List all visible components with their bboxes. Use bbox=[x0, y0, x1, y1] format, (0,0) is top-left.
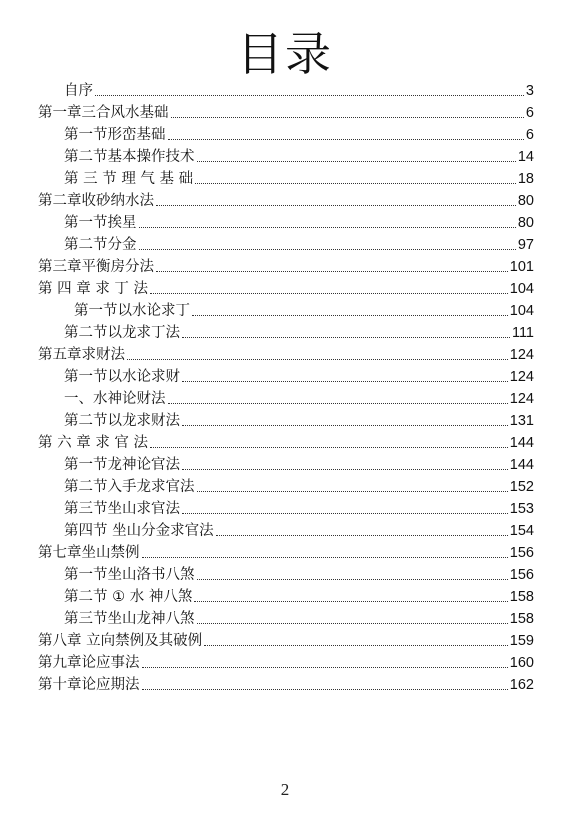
toc-entry-label: 第一节以水论求丁 bbox=[74, 303, 190, 319]
toc-leader-dots bbox=[171, 117, 524, 118]
page-number: 2 bbox=[280, 780, 290, 799]
toc-leader-dots bbox=[197, 579, 508, 580]
toc-entry-label: 第二节 ① 水 神八煞 bbox=[64, 589, 193, 605]
toc-leader-dots bbox=[156, 271, 508, 272]
toc-entry[interactable] bbox=[64, 408, 534, 430]
toc-leader-dots bbox=[150, 447, 508, 448]
toc-leader-dots bbox=[182, 337, 510, 338]
toc-entry-page: 104 bbox=[509, 281, 534, 297]
toc-entry[interactable] bbox=[38, 650, 534, 672]
toc-entry-page: 153 bbox=[509, 501, 534, 517]
toc-entry-label: 一、水神论财法 bbox=[64, 391, 166, 407]
toc-leader-dots bbox=[195, 183, 516, 184]
toc-entry[interactable] bbox=[64, 496, 534, 518]
toc-entry[interactable] bbox=[38, 628, 534, 650]
toc-leader-dots bbox=[139, 249, 516, 250]
toc-entry-page: 80 bbox=[517, 215, 534, 231]
toc-leader-dots bbox=[139, 227, 516, 228]
toc-leader-dots bbox=[216, 535, 508, 536]
toc-entry[interactable] bbox=[64, 562, 534, 584]
toc-entry-label: 第二节以龙求丁法 bbox=[64, 325, 180, 341]
toc-entry-label: 第三节坐山求官法 bbox=[64, 501, 180, 517]
toc-entry-page: 3 bbox=[525, 83, 534, 99]
toc-entry[interactable] bbox=[64, 78, 534, 100]
toc-entry-label: 第二节分金 bbox=[64, 237, 137, 253]
toc-entry-label: 第八章 立向禁例及其破例 bbox=[38, 633, 203, 649]
toc-entry-page: 111 bbox=[511, 325, 534, 341]
toc-leader-dots bbox=[204, 645, 508, 646]
toc-entry[interactable] bbox=[38, 254, 534, 276]
toc-entry[interactable] bbox=[38, 276, 534, 298]
toc-entry[interactable] bbox=[38, 342, 534, 364]
toc-leader-dots bbox=[156, 205, 516, 206]
toc-entry-page: 124 bbox=[509, 369, 534, 385]
toc-leader-dots bbox=[127, 359, 508, 360]
toc-entry[interactable] bbox=[38, 188, 534, 210]
toc-entry-page: 162 bbox=[509, 677, 534, 693]
toc-entry-label: 第七章坐山禁例 bbox=[38, 545, 140, 561]
toc-entry-page: 159 bbox=[509, 633, 534, 649]
toc-entry[interactable] bbox=[64, 144, 534, 166]
toc-entry-label: 第一节形峦基础 bbox=[64, 127, 166, 143]
page-title: 目录 bbox=[237, 27, 333, 81]
toc-entry-page: 80 bbox=[517, 193, 534, 209]
toc-entry-page: 101 bbox=[509, 259, 534, 275]
toc-entry-page: 18 bbox=[517, 171, 534, 187]
toc-entry-page: 160 bbox=[509, 655, 534, 671]
toc-entry[interactable] bbox=[64, 122, 534, 144]
toc-entry-page: 156 bbox=[509, 545, 534, 561]
toc-entry-label: 第九章论应事法 bbox=[38, 655, 140, 671]
toc-entry[interactable] bbox=[64, 452, 534, 474]
toc-entry-page: 124 bbox=[509, 391, 534, 407]
toc-leader-dots bbox=[168, 403, 508, 404]
toc-entry[interactable] bbox=[64, 584, 534, 606]
toc-leader-dots bbox=[182, 381, 508, 382]
toc-entry[interactable] bbox=[64, 364, 534, 386]
toc-entry-label: 第 六 章 求 官 法 bbox=[38, 435, 149, 451]
toc-entry[interactable] bbox=[64, 166, 534, 188]
toc-entry[interactable] bbox=[38, 672, 534, 694]
toc-entry-label: 第五章求财法 bbox=[38, 347, 125, 363]
toc-leader-dots bbox=[197, 623, 508, 624]
toc-entry-page: 131 bbox=[509, 413, 534, 429]
toc-leader-dots bbox=[142, 557, 508, 558]
toc-entry-page: 154 bbox=[509, 523, 534, 539]
toc-entry-page: 144 bbox=[509, 435, 534, 451]
toc-entry-page: 124 bbox=[509, 347, 534, 363]
toc-entry[interactable] bbox=[38, 430, 534, 452]
toc-entry-page: 6 bbox=[525, 105, 534, 121]
toc-leader-dots bbox=[192, 315, 508, 316]
toc-entry[interactable] bbox=[38, 540, 534, 562]
toc-leader-dots bbox=[142, 689, 508, 690]
toc-entry-label: 第二节入手龙求官法 bbox=[64, 479, 195, 495]
toc-entry-label: 第 三 节 理 气 基 础 bbox=[64, 171, 194, 187]
toc-entry-page: 156 bbox=[509, 567, 534, 583]
toc-entry-label: 第二节以龙求财法 bbox=[64, 413, 180, 429]
toc-leader-dots bbox=[168, 139, 524, 140]
toc-entry[interactable] bbox=[64, 210, 534, 232]
toc-entry-page: 97 bbox=[517, 237, 534, 253]
toc-leader-dots bbox=[194, 601, 507, 602]
toc-entry-label: 第一节以水论求财 bbox=[64, 369, 180, 385]
toc-entry-label: 第三节坐山龙神八煞 bbox=[64, 611, 195, 627]
toc-entry[interactable] bbox=[38, 100, 534, 122]
toc-entry-page: 158 bbox=[509, 589, 534, 605]
toc-leader-dots bbox=[182, 513, 508, 514]
toc-entry-label: 自序 bbox=[64, 83, 93, 99]
toc-entry-page: 14 bbox=[517, 149, 534, 165]
toc-entry[interactable] bbox=[64, 320, 534, 342]
toc-leader-dots bbox=[150, 293, 508, 294]
toc-entry-page: 104 bbox=[509, 303, 534, 319]
toc-entry[interactable] bbox=[64, 518, 534, 540]
toc-entry[interactable] bbox=[64, 386, 534, 408]
toc-entry-label: 第一节龙神论官法 bbox=[64, 457, 180, 473]
toc-entry-page: 144 bbox=[509, 457, 534, 473]
toc-entry[interactable] bbox=[64, 606, 534, 628]
toc-leader-dots bbox=[197, 161, 516, 162]
toc-entry-label: 第一节坐山洛书八煞 bbox=[64, 567, 195, 583]
toc-entry-label: 第 四 章 求 丁 法 bbox=[38, 281, 149, 297]
toc-leader-dots bbox=[95, 95, 524, 96]
toc-entry-label: 第二章收砂纳水法 bbox=[38, 193, 154, 209]
toc-entry-page: 152 bbox=[509, 479, 534, 495]
toc-entry-page: 6 bbox=[525, 127, 534, 143]
toc-leader-dots bbox=[142, 667, 508, 668]
toc-leader-dots bbox=[197, 491, 508, 492]
toc-leader-dots bbox=[182, 469, 508, 470]
toc-entry-label: 第一章三合风水基础 bbox=[38, 105, 169, 121]
toc-entry[interactable] bbox=[64, 474, 534, 496]
toc-entry-label: 第三章平衡房分法 bbox=[38, 259, 154, 275]
toc-leader-dots bbox=[182, 425, 508, 426]
toc-entry[interactable] bbox=[64, 232, 534, 254]
toc-entry[interactable] bbox=[74, 298, 534, 320]
toc-entry-label: 第二节基本操作技术 bbox=[64, 149, 195, 165]
toc-entry-label: 第四节 坐山分金求官法 bbox=[64, 523, 214, 539]
toc-entry-page: 158 bbox=[509, 611, 534, 627]
toc-entry-label: 第一节挨星 bbox=[64, 215, 137, 231]
toc-entry-label: 第十章论应期法 bbox=[38, 677, 140, 693]
